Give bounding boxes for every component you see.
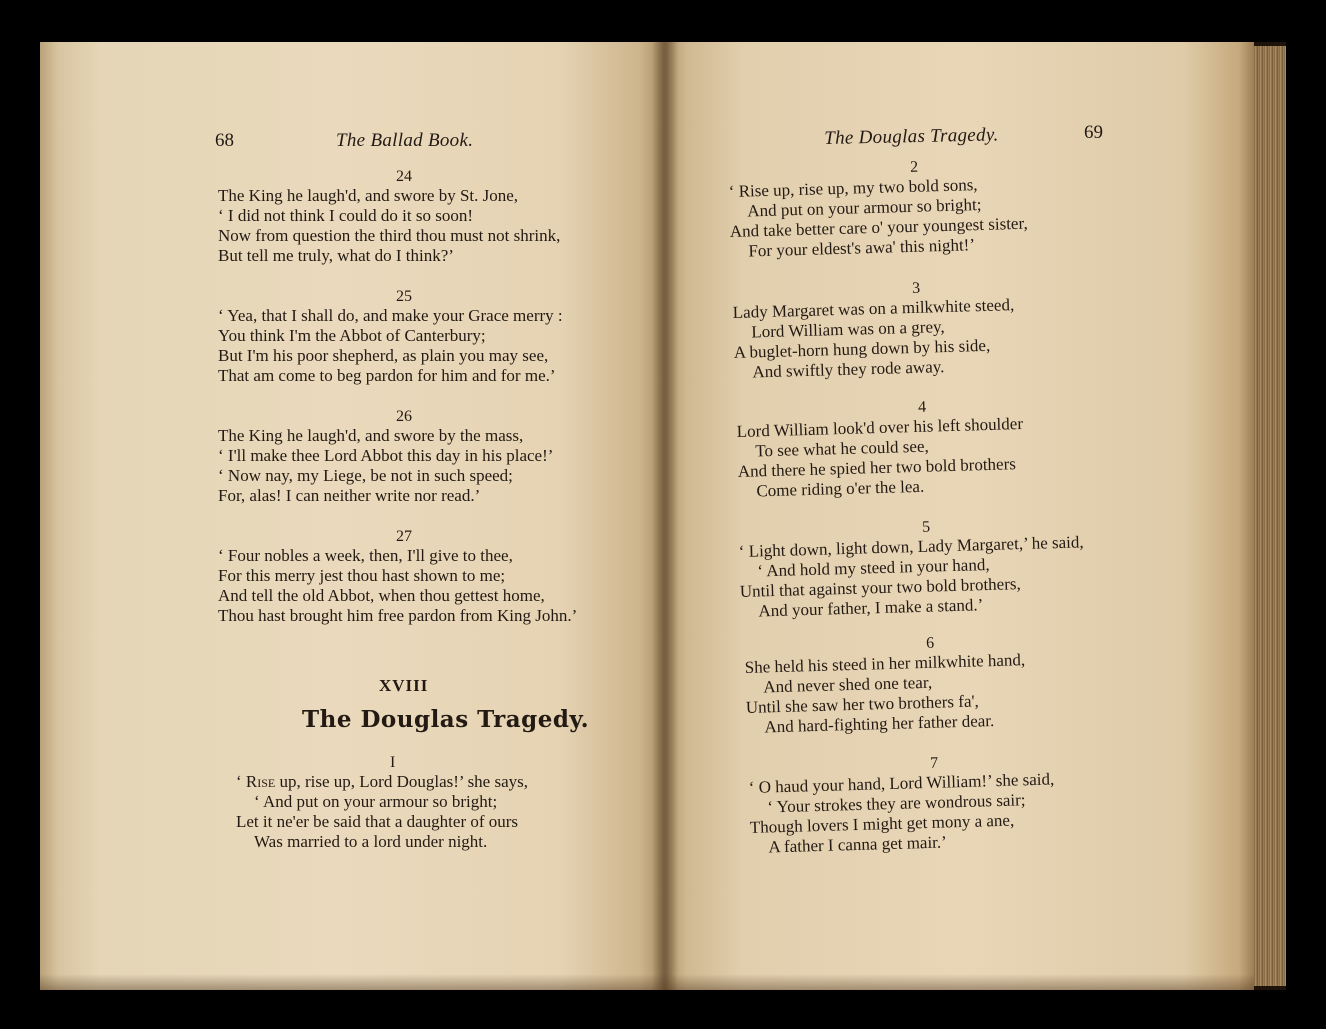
verse-line: ‘ Rise up, rise up, my two bold sons, bbox=[728, 175, 978, 201]
verse-line: Though lovers I might get mony a ane, bbox=[749, 810, 1015, 837]
verse-line: For this merry jest thou hast shown to me; bbox=[218, 566, 506, 585]
page-shadow bbox=[40, 974, 1254, 990]
verse-line: And your father, I make a stand.’ bbox=[758, 595, 984, 621]
verse-line: ‘ And hold my steed in your hand, bbox=[757, 554, 990, 581]
stanza-24 bbox=[218, 168, 560, 266]
stanza-25 bbox=[218, 288, 563, 386]
verse-line: ‘ O haud your hand, Lord William!’ she said, bbox=[748, 769, 1055, 797]
verse-line: ‘ I'll make thee Lord Abbot this day in his place!’ bbox=[218, 446, 554, 465]
open-book bbox=[40, 42, 1286, 990]
stanza-number: I bbox=[390, 754, 396, 771]
verse-line: And tell the old Abbot, when thou gettest home, bbox=[218, 586, 545, 605]
verse-line: But I'm his poor shepherd, as plain you may see, bbox=[218, 346, 549, 365]
verse-line: For, alas! I can neither write nor read.’ bbox=[218, 486, 481, 505]
right-page bbox=[664, 42, 1254, 990]
verse-line: Thou hast brought him free pardon from King John.’ bbox=[218, 606, 578, 625]
verse-line: The King he laugh'd, and swore by St. Jone, bbox=[218, 186, 519, 205]
stanza-number: 6 bbox=[925, 634, 935, 652]
running-title: The Ballad Book. bbox=[336, 130, 474, 151]
verse-line: Until she saw her two brothers fa', bbox=[745, 691, 980, 717]
verse-line: She held his steed in her milkwhite hand, bbox=[744, 650, 1026, 677]
verse-line: And there he spied her two bold brothers bbox=[737, 454, 1017, 481]
verse-line: Let it ne'er be said that a daughter of ours bbox=[236, 812, 519, 831]
verse-line: And take better care o' your youngest sister, bbox=[729, 213, 1028, 241]
verse-line: ‘ Yea, that I shall do, and make your Grace merry : bbox=[218, 306, 563, 325]
stanza-number: 24 bbox=[396, 168, 412, 185]
book-gutter bbox=[652, 42, 678, 990]
verse-line: That am come to beg pardon for him and for me.’ bbox=[218, 366, 556, 385]
verse-line: ‘ And put on your armour so bright; bbox=[254, 792, 498, 811]
ballad-title: The Douglas Tragedy. bbox=[302, 706, 590, 733]
verse-line: ‘ I did not think I could do it so soon! bbox=[218, 206, 473, 225]
verse-line: A father I canna get mair.’ bbox=[768, 832, 948, 857]
verse-line: ‘ Light down, light down, Lady Margaret,’ he said, bbox=[738, 532, 1084, 561]
stanza-5 bbox=[738, 514, 1086, 622]
verse-line: And hard-fighting her father dear. bbox=[764, 711, 995, 737]
verse-line: For your eldest's awa' this night!’ bbox=[748, 235, 976, 261]
stanza-number: 27 bbox=[396, 528, 412, 545]
verse-line: ‘ Now nay, my Liege, be not in such speed; bbox=[218, 466, 513, 485]
stanza-number: 7 bbox=[929, 754, 939, 772]
verse-line: And swiftly they rode away. bbox=[752, 357, 945, 382]
stanza-4 bbox=[736, 396, 1025, 502]
stanza-number: 4 bbox=[917, 398, 927, 416]
page-number: 69 bbox=[1084, 122, 1103, 143]
stanza-7 bbox=[748, 751, 1056, 857]
stanza-number: 25 bbox=[396, 288, 412, 305]
verse-line: Now from question the third thou must not shrink, bbox=[218, 226, 561, 245]
verse-line: ‘ Your strokes they are wondrous sair; bbox=[767, 790, 1026, 817]
dropcap-word: ‘ Rise bbox=[236, 772, 276, 791]
stanza-26 bbox=[218, 408, 553, 506]
stanza-6 bbox=[744, 632, 1027, 738]
stanza-number: 2 bbox=[909, 158, 919, 176]
stanza-number: 26 bbox=[396, 408, 412, 425]
verse-line: Lord William was on a grey, bbox=[751, 317, 945, 342]
page-number: 68 bbox=[215, 130, 234, 151]
verse-line: Lady Margaret was on a milkwhite steed, bbox=[732, 295, 1015, 322]
verse-line: But tell me truly, what do I think?’ bbox=[218, 246, 454, 265]
verse-line: Until that against your two bold brothers, bbox=[739, 574, 1021, 601]
verse-line: You think I'm the Abbot of Canterbury; bbox=[218, 326, 486, 345]
running-title: The Douglas Tragedy. bbox=[824, 124, 999, 149]
stanza-3 bbox=[732, 277, 1016, 383]
verse-line bbox=[236, 772, 528, 792]
ballad-number: XVIII bbox=[379, 676, 429, 695]
verse-line: The King he laugh'd, and swore by the mass, bbox=[218, 426, 524, 445]
verse-line-rest: up, rise up, Lord Douglas!’ she says, bbox=[275, 772, 529, 791]
verse-line: Lord William look'd over his left shoulder bbox=[736, 413, 1024, 441]
verse-line: To see what he could see, bbox=[755, 436, 930, 461]
verse-line: And put on your armour so bright; bbox=[747, 194, 982, 221]
stanza-1 bbox=[236, 754, 528, 852]
verse-line: A buglet-horn hung down by his side, bbox=[733, 335, 991, 362]
left-page bbox=[40, 42, 664, 990]
verse-line: Come riding o'er the lea. bbox=[756, 476, 925, 501]
page-edges bbox=[1254, 46, 1286, 986]
verse-line: And never shed one tear, bbox=[763, 672, 933, 697]
stanza-number: 5 bbox=[921, 518, 931, 536]
stanza-2 bbox=[728, 156, 1029, 262]
verse-line: ‘ Four nobles a week, then, I'll give to thee, bbox=[218, 546, 513, 565]
stanza-27 bbox=[218, 528, 577, 626]
stanza-number: 3 bbox=[911, 279, 921, 297]
verse-line: Was married to a lord under night. bbox=[254, 832, 488, 851]
